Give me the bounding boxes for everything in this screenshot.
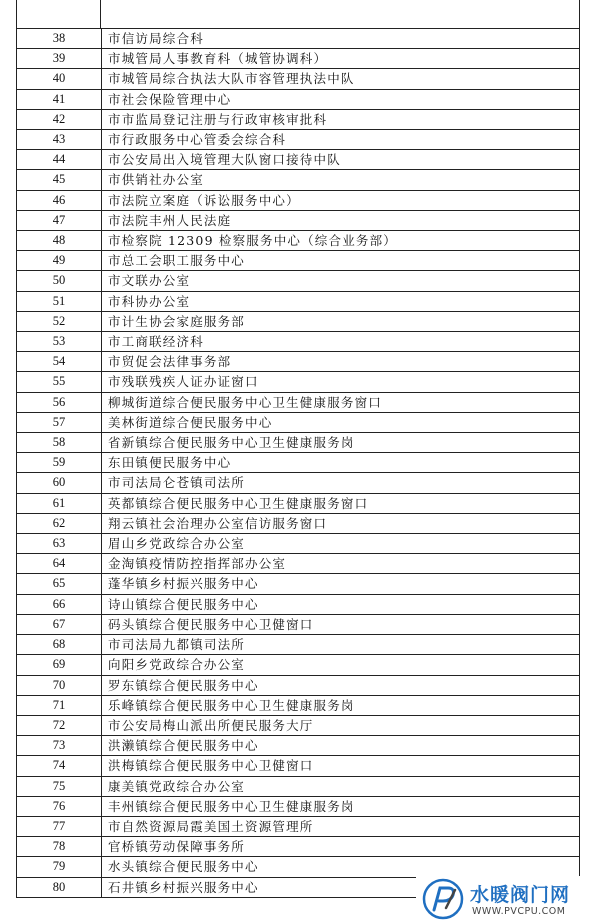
office-name: 市社会保险管理中心 — [102, 89, 580, 109]
table-row — [17, 493, 580, 513]
office-name: 丰州镇综合便民服务中心卫生健康服务岗 — [102, 796, 580, 816]
office-name: 罗东镇综合便民服务中心 — [102, 675, 580, 695]
office-name: 市贸促会法律事务部 — [102, 352, 580, 372]
row-number: 62 — [17, 513, 102, 533]
office-name: 市工商联经济科 — [102, 332, 580, 352]
row-number: 54 — [17, 352, 102, 372]
table-row — [17, 251, 580, 271]
table-row — [17, 372, 580, 392]
row-number: 63 — [17, 534, 102, 554]
office-name: 市供销社办公室 — [102, 170, 580, 190]
table-row — [17, 29, 580, 49]
table-row — [17, 675, 580, 695]
row-number: 57 — [17, 412, 102, 432]
table-row — [17, 392, 580, 412]
table-row — [17, 190, 580, 210]
table-row — [17, 89, 580, 109]
row-number: 79 — [17, 857, 102, 877]
table-row — [17, 453, 580, 473]
table-row — [17, 69, 580, 89]
table-row — [17, 332, 580, 352]
row-number: 44 — [17, 150, 102, 170]
table-row — [17, 271, 580, 291]
table-row — [17, 776, 580, 796]
row-number: 70 — [17, 675, 102, 695]
table-row — [17, 655, 580, 675]
office-name: 美林街道综合便民服务中心 — [102, 412, 580, 432]
office-name: 官桥镇劳动保障事务所 — [102, 837, 580, 857]
row-number: 39 — [17, 49, 102, 69]
table-row — [17, 513, 580, 533]
table-row — [17, 150, 580, 170]
row-number: 64 — [17, 554, 102, 574]
row-number: 77 — [17, 816, 102, 836]
office-name: 金淘镇疫情防控指挥部办公室 — [102, 554, 580, 574]
table-row — [17, 433, 580, 453]
row-number: 46 — [17, 190, 102, 210]
office-name: 翔云镇社会治理办公室信访服务窗口 — [102, 513, 580, 533]
office-name: 柳城街道综合便民服务中心卫生健康服务窗口 — [102, 392, 580, 412]
table-row — [17, 210, 580, 230]
table-top-continuation — [16, 0, 580, 28]
row-number: 38 — [17, 29, 102, 49]
site-watermark — [416, 876, 600, 922]
row-number: 58 — [17, 433, 102, 453]
table-row — [17, 352, 580, 372]
row-number: 42 — [17, 109, 102, 129]
table-row — [17, 291, 580, 311]
row-number: 67 — [17, 614, 102, 634]
office-name: 市司法局仑苍镇司法所 — [102, 473, 580, 493]
table-row — [17, 574, 580, 594]
row-number: 78 — [17, 837, 102, 857]
office-name: 市总工会职工服务中心 — [102, 251, 580, 271]
row-number: 75 — [17, 776, 102, 796]
office-name: 英都镇综合便民服务中心卫生健康服务窗口 — [102, 493, 580, 513]
table-row — [17, 130, 580, 150]
office-name: 洪濑镇综合便民服务中心 — [102, 736, 580, 756]
office-name: 东田镇便民服务中心 — [102, 453, 580, 473]
office-name: 市法院丰州人民法庭 — [102, 210, 580, 230]
row-number: 68 — [17, 635, 102, 655]
office-name: 眉山乡党政综合办公室 — [102, 534, 580, 554]
row-number: 59 — [17, 453, 102, 473]
office-name: 乐峰镇综合便民服务中心卫生健康服务岗 — [102, 695, 580, 715]
office-name: 市文联办公室 — [102, 271, 580, 291]
office-name: 洪梅镇综合便民服务中心卫健窗口 — [102, 756, 580, 776]
office-name: 市城管局综合执法大队市容管理执法中队 — [102, 69, 580, 89]
office-name: 市行政服务中心管委会综合科 — [102, 130, 580, 150]
table-row — [17, 715, 580, 735]
row-number: 49 — [17, 251, 102, 271]
table-row — [17, 695, 580, 715]
row-number: 66 — [17, 594, 102, 614]
office-name: 市公安局梅山派出所便民服务大厅 — [102, 715, 580, 735]
office-name: 市法院立案庭（诉讼服务中心） — [102, 190, 580, 210]
office-name: 向阳乡党政综合办公室 — [102, 655, 580, 675]
table-row — [17, 614, 580, 634]
watermark-url: WWW.PVCPU.COM — [472, 906, 566, 917]
watermark-title: 水暖阀门网 — [470, 884, 571, 906]
table-row — [17, 109, 580, 129]
table-row — [17, 736, 580, 756]
office-name: 码头镇综合便民服务中心卫健窗口 — [102, 614, 580, 634]
office-table — [16, 28, 580, 898]
office-name: 省新镇综合便民服务中心卫生健康服务岗 — [102, 433, 580, 453]
row-number: 41 — [17, 89, 102, 109]
table-row — [17, 796, 580, 816]
office-list-table — [16, 28, 580, 898]
office-name: 市市监局登记注册与行政审核审批科 — [102, 109, 580, 129]
table-row — [17, 49, 580, 69]
row-number: 65 — [17, 574, 102, 594]
table-row — [17, 231, 580, 251]
row-number: 72 — [17, 715, 102, 735]
row-number: 51 — [17, 291, 102, 311]
office-name: 市科协办公室 — [102, 291, 580, 311]
row-number: 73 — [17, 736, 102, 756]
row-number: 48 — [17, 231, 102, 251]
office-name: 市自然资源局霞美国土资源管理所 — [102, 816, 580, 836]
row-number: 80 — [17, 877, 102, 897]
row-number: 61 — [17, 493, 102, 513]
row-number: 40 — [17, 69, 102, 89]
row-number: 60 — [17, 473, 102, 493]
row-number: 53 — [17, 332, 102, 352]
row-number: 76 — [17, 796, 102, 816]
pv-logo-icon — [422, 878, 466, 920]
table-row — [17, 473, 580, 493]
row-number: 52 — [17, 311, 102, 331]
row-number: 43 — [17, 130, 102, 150]
table-row — [17, 170, 580, 190]
office-name: 市公安局出入境管理大队窗口接待中队 — [102, 150, 580, 170]
office-name: 市残联残疾人证办证窗口 — [102, 372, 580, 392]
table-row — [17, 857, 580, 877]
office-name: 康美镇党政综合办公室 — [102, 776, 580, 796]
table-row — [17, 554, 580, 574]
table-row — [17, 534, 580, 554]
table-row — [17, 837, 580, 857]
row-number: 50 — [17, 271, 102, 291]
row-number: 56 — [17, 392, 102, 412]
table-row — [17, 756, 580, 776]
row-number: 71 — [17, 695, 102, 715]
table-row — [17, 816, 580, 836]
office-name: 蓬华镇乡村振兴服务中心 — [102, 574, 580, 594]
row-number: 55 — [17, 372, 102, 392]
office-name: 诗山镇综合便民服务中心 — [102, 594, 580, 614]
row-number: 45 — [17, 170, 102, 190]
table-row — [17, 594, 580, 614]
table-row — [17, 412, 580, 432]
office-name: 水头镇综合便民服务中心 — [102, 857, 580, 877]
office-name: 石井镇乡村振兴服务中心 — [102, 877, 580, 897]
office-name: 市检察院 12309 检察服务中心（综合业务部） — [102, 231, 580, 251]
table-row — [17, 635, 580, 655]
table-row — [17, 311, 580, 331]
office-name: 市信访局综合科 — [102, 29, 580, 49]
row-number: 74 — [17, 756, 102, 776]
row-number: 47 — [17, 210, 102, 230]
office-name: 市计生协会家庭服务部 — [102, 311, 580, 331]
office-name: 市城管局人事教育科（城管协调科） — [102, 49, 580, 69]
row-number: 69 — [17, 655, 102, 675]
office-name: 市司法局九都镇司法所 — [102, 635, 580, 655]
